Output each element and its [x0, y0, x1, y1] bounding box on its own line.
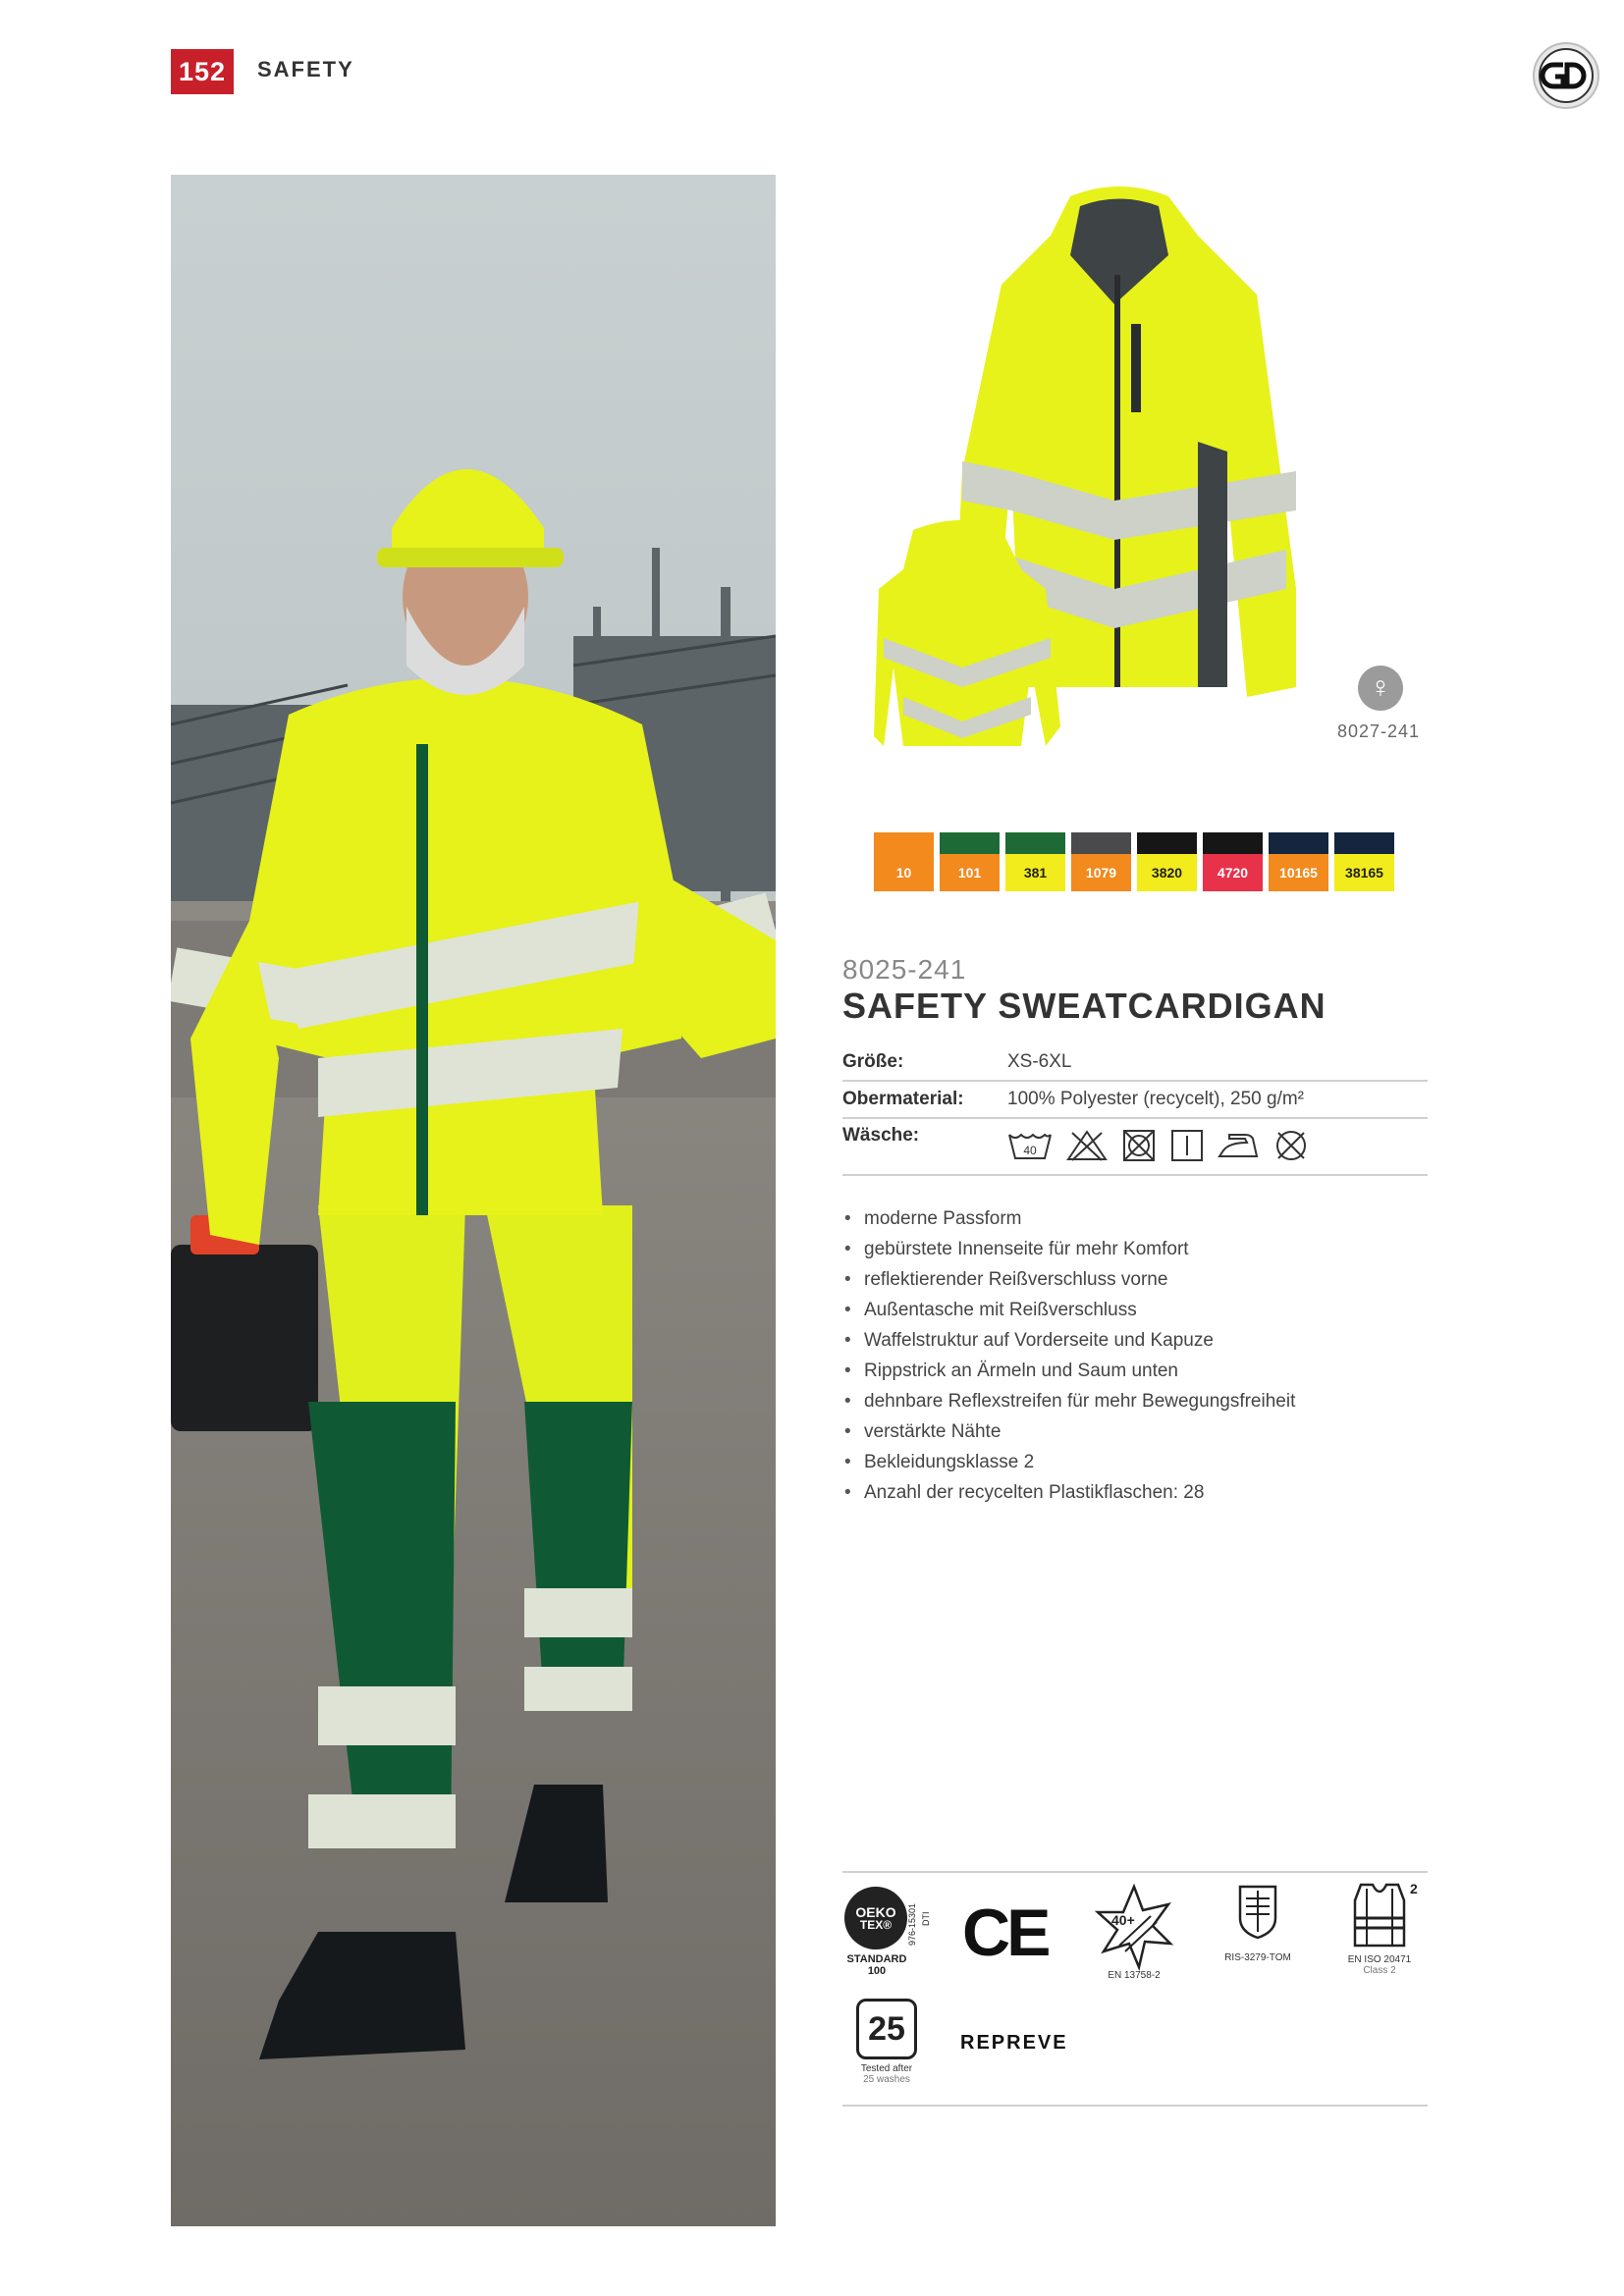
- divider: [842, 1871, 1428, 1873]
- hi-vis-class-logo: [1335, 1881, 1424, 1976]
- hi-vis-caption-line2: Class 2: [1363, 1965, 1396, 1976]
- feature-item: • Anzahl der recycelten Plastikflaschen: 28: [842, 1477, 1295, 1508]
- spec-label: Obermaterial:: [842, 1089, 964, 1109]
- feature-item: • Waffelstruktur auf Vorderseite und Kapuze: [842, 1325, 1295, 1356]
- feature-item: • Rippstrick an Ärmeln und Saum unten: [842, 1356, 1295, 1386]
- oeko-code: 976-15301: [907, 1902, 917, 1946]
- hi-vis-caption-line1: EN ISO 20471: [1347, 1954, 1412, 1965]
- oeko-logo-line1: OEKO: [855, 1903, 896, 1920]
- color-swatch-1079: [1071, 832, 1131, 891]
- hi-vis-class-number: 2: [1410, 1881, 1418, 1896]
- swatch-top: [1269, 832, 1328, 854]
- swatch-top: [1334, 832, 1394, 854]
- female-icon: ♀: [1358, 666, 1403, 711]
- feature-item: • moderne Passform: [842, 1203, 1295, 1234]
- spec-label: Größe:: [842, 1051, 904, 1072]
- swatch-code: 38165: [1334, 854, 1394, 891]
- color-swatch-381: [1005, 832, 1065, 891]
- washes-count: 25: [856, 1999, 917, 2059]
- oeko-standard-line1: STANDARD: [846, 1953, 907, 1965]
- section-title: SAFETY: [257, 57, 354, 81]
- swatch-code: 101: [940, 854, 1000, 891]
- feature-item: • gebürstete Innenseite für mehr Komfort: [842, 1234, 1295, 1264]
- hero-photo: [171, 175, 776, 2226]
- color-swatch-4720: [1203, 832, 1263, 891]
- cold-caption: EN 13758-2: [1108, 1970, 1161, 1981]
- swatch-top: [1071, 832, 1131, 854]
- ce-mark-icon: CE: [962, 1896, 1048, 1970]
- swatch-code: 3820: [1137, 854, 1197, 891]
- swatch-top: [940, 832, 1000, 854]
- swatch-top: [1005, 832, 1065, 854]
- article-number: 8025-241: [842, 954, 967, 985]
- washes-logo: [856, 1999, 925, 2085]
- no-tumble-dry-icon: [1121, 1129, 1157, 1162]
- no-iron-icon: [1218, 1129, 1259, 1162]
- swatch-top: [1137, 832, 1197, 854]
- cold-logo-value: 40+: [1111, 1912, 1135, 1928]
- color-swatch-101: [940, 832, 1000, 891]
- ris-caption: RIS-3279-TOM: [1224, 1952, 1291, 1963]
- cold-protection-logo: [1090, 1883, 1178, 1981]
- feature-item: • dehnbare Reflexstreifen für mehr Bewegungsfreiheit: [842, 1386, 1295, 1416]
- wash-icons: [1007, 1129, 1310, 1162]
- oeko-tex-logo: [842, 1887, 941, 1977]
- swatch-code: 1079: [1071, 854, 1131, 891]
- wash-40-icon: [1007, 1129, 1053, 1162]
- product-photo: [874, 177, 1306, 766]
- spec-table: [842, 1044, 1428, 1176]
- spec-label: Wäsche:: [842, 1125, 920, 1146]
- color-swatches: [874, 832, 1394, 891]
- no-bleach-icon: [1066, 1129, 1108, 1162]
- color-swatch-3820: [1137, 832, 1197, 891]
- ris-logo: [1214, 1883, 1302, 1963]
- feature-item: • reflektierender Reißverschluss vorne: [842, 1264, 1295, 1295]
- no-dry-clean-icon: [1272, 1129, 1310, 1162]
- divider: [842, 2105, 1428, 2107]
- color-swatch-10: [874, 832, 934, 891]
- washes-caption-line1: Tested after: [860, 2063, 913, 2074]
- feature-item: • Außentasche mit Reißverschluss: [842, 1295, 1295, 1325]
- color-swatch-38165: [1334, 832, 1394, 891]
- ris-shield-icon: [1214, 1883, 1302, 1942]
- swatch-code: 10165: [1269, 854, 1328, 891]
- page-number: 152: [171, 49, 234, 94]
- swatch-code: 4720: [1203, 854, 1263, 891]
- oeko-logo-line2: TEX®: [859, 1917, 893, 1932]
- spec-row-size: [842, 1044, 1428, 1082]
- spec-row-wash: [842, 1119, 1428, 1176]
- gd-logo-icon: [1532, 41, 1600, 110]
- feature-item: • Bekleidungsklasse 2: [842, 1447, 1295, 1477]
- spec-value: XS-6XL: [1007, 1051, 1072, 1072]
- swatch-top: [1203, 832, 1263, 854]
- swatch-top: [874, 832, 934, 854]
- wash-temperature: 40: [1023, 1144, 1037, 1157]
- oeko-standard-line2: 100: [867, 1965, 887, 1977]
- female-variant-code: 8027-241: [1337, 721, 1421, 741]
- color-swatch-10165: [1269, 832, 1328, 891]
- line-dry-icon: [1170, 1129, 1204, 1162]
- washes-caption-line2: 25 washes: [863, 2074, 910, 2085]
- feature-item: • verstärkte Nähte: [842, 1416, 1295, 1447]
- product-title: SAFETY SWEATCARDIGAN: [842, 986, 1326, 1026]
- swatch-code: 381: [1005, 854, 1065, 891]
- oeko-institute: DTI: [921, 1911, 931, 1926]
- feature-list: [842, 1203, 1295, 1508]
- swatch-code: 10: [874, 854, 934, 891]
- repreve-logo: REPREVE: [960, 2032, 1068, 2054]
- spec-row-material: [842, 1082, 1428, 1119]
- spec-value: 100% Polyester (recycelt), 250 g/m²: [1007, 1089, 1305, 1109]
